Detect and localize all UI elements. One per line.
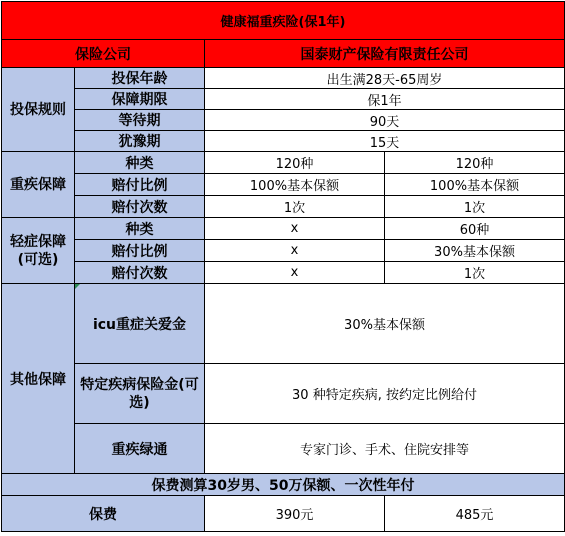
critical-value-a: 100%基本保额 <box>205 174 385 196</box>
mild-label: 种类 <box>75 218 205 240</box>
critical-value-a: 1次 <box>205 196 385 218</box>
other-label: 重疾绿通 <box>75 424 205 474</box>
mild-value-b: 30%基本保额 <box>385 240 565 262</box>
other-label: icu重症关爱金 <box>75 284 205 364</box>
mild-value-a: x <box>205 262 385 284</box>
critical-value-b: 120种 <box>385 152 565 174</box>
mild-value-b: 1次 <box>385 262 565 284</box>
premium-value-a: 390元 <box>205 496 385 532</box>
rule-label: 等待期 <box>75 110 205 131</box>
mild-value-a: x <box>205 218 385 240</box>
rule-value: 15天 <box>205 131 565 152</box>
company-value: 国泰财产保险有限责任公司 <box>205 40 565 68</box>
other-label: 特定疾病保险金(可选) <box>75 364 205 424</box>
rule-label: 保障期限 <box>75 89 205 110</box>
critical-label: 种类 <box>75 152 205 174</box>
mild-label: 赔付次数 <box>75 262 205 284</box>
critical-value-b: 100%基本保额 <box>385 174 565 196</box>
mild-label: 赔付比例 <box>75 240 205 262</box>
critical-label: 赔付比例 <box>75 174 205 196</box>
mild-value-b: 60种 <box>385 218 565 240</box>
critical-value-b: 1次 <box>385 196 565 218</box>
section-mild-illness: 轻症保障 (可选) <box>2 218 75 284</box>
section-insurance-rules: 投保规则 <box>2 68 75 152</box>
other-value: 专家门诊、手术、住院安排等 <box>205 424 565 474</box>
premium-value-b: 485元 <box>385 496 565 532</box>
mild-value-a: x <box>205 240 385 262</box>
other-value: 30%基本保额 <box>205 284 565 364</box>
rule-value: 出生满28天-65周岁 <box>205 68 565 89</box>
premium-heading: 保费测算30岁男、50万保额、一次性年付 <box>2 474 565 496</box>
critical-value-a: 120种 <box>205 152 385 174</box>
critical-label: 赔付次数 <box>75 196 205 218</box>
section-other-coverage: 其他保障 <box>2 284 75 474</box>
rule-value: 90天 <box>205 110 565 131</box>
section-critical-illness: 重疾保障 <box>2 152 75 218</box>
rule-value: 保1年 <box>205 89 565 110</box>
rule-label: 投保年龄 <box>75 68 205 89</box>
company-label: 保险公司 <box>2 40 205 68</box>
table-title: 健康福重疾险(保1年) <box>2 2 565 40</box>
premium-label: 保费 <box>2 496 205 532</box>
other-value: 30 种特定疾病, 按约定比例给付 <box>205 364 565 424</box>
insurance-comparison-table <box>1 1 565 532</box>
rule-label: 犹豫期 <box>75 131 205 152</box>
